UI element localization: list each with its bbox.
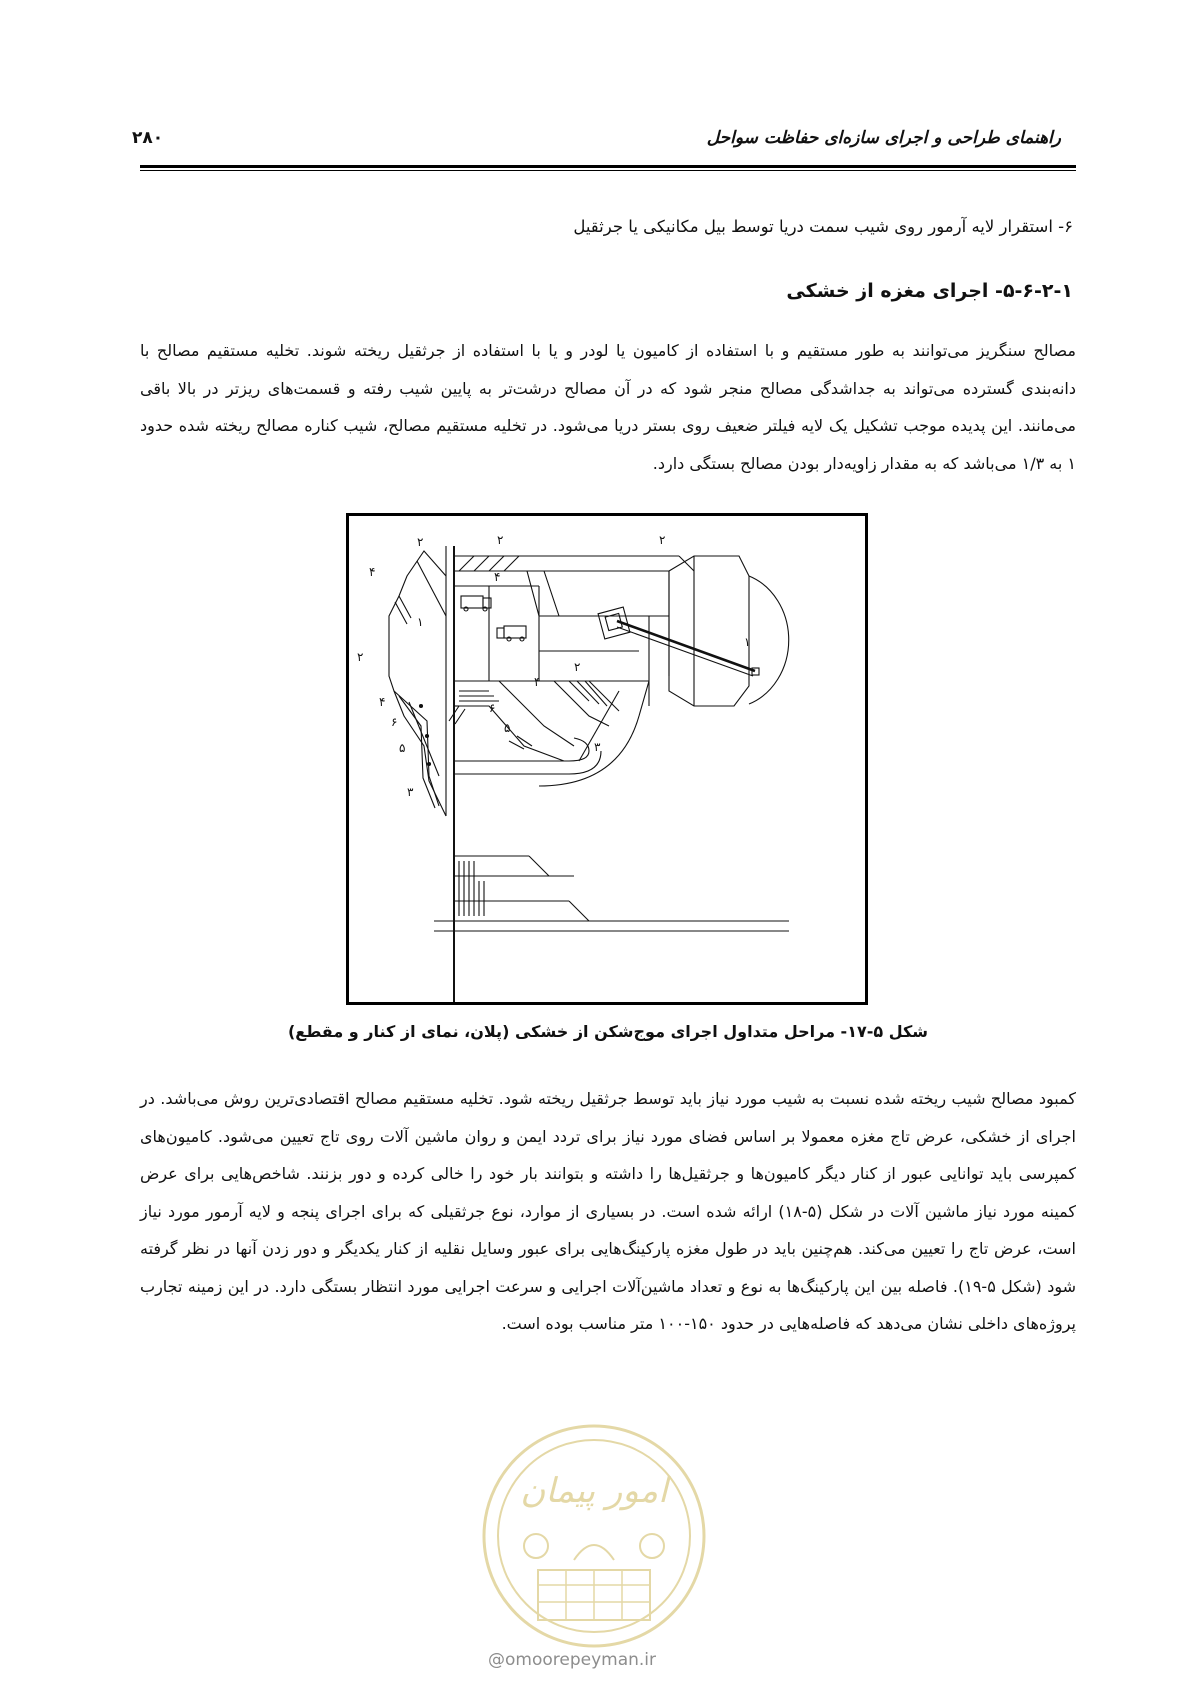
header-rule <box>140 165 1076 168</box>
label-4d: ۴ <box>534 675 541 689</box>
figure-breakwater-drawing <box>346 513 868 1005</box>
figure-caption: شکل ۵-۱۷- مراحل متداول اجرای موج‌شکن از خشکی (پلان، نمای از کنار و مقطع) <box>287 1022 929 1041</box>
shore-diagonal <box>409 702 439 776</box>
slope-line-4 <box>589 681 619 711</box>
label-4: ۴ <box>369 565 376 579</box>
roundhead-toe <box>749 576 789 704</box>
roundhead-core <box>669 556 749 706</box>
label-2d: ۲ <box>659 533 666 547</box>
paragraph-2: کمبود مصالح شیب ریخته شده نسبت به شیب مورد نیاز باید توسط جرثقیل ریخته شود. تخلیه مستقیم مصالح اقتصادی‌ترین روش می‌باشد. در اجرای از خشکی، عرض تاج مغزه معمولا بر اساس فضای مورد نیاز برای تردد ایمن و روان ماشین آلات روی تاج تعیین می‌شود. کامیون‌های کمپرسی باید توانایی عبور از کنار دیگر کامیون‌ها و جرثقیل‌ها را داشته و بتوانند بار خود را خالی کرده و دور بزنند. شاخص‌هایی برای عرض کمینه مورد نیاز ماشین آلات در شکل (۵-۱۸) ارائه شده است. در بسیاری از موارد، نوع جرثقیلی که برای اجرای پنجه و لایه آرمور مورد نیاز است، عرض تاج را تعیین می‌کند. هم‌چنین باید در طول مغزه پارکینگ‌هایی برای عبور وسایل نقلیه از کنار یکدیگر و دور زدن آنها در نظر گرفته شود (شکل ۵-۱۹). فاصله بین این پارکینگ‌ها به نوع و تعداد ماشین‌آلات اجرایی و سرعت اجرایی مورد انتظار بستگی دارد. در این زمینه تجارب پروژه‌های داخلی نشان می‌دهد که فاصله‌هایی در حدود ۱۵۰-۱۰۰ متر مناسب بوده است. <box>140 1089 1077 1333</box>
label-3: ۳ <box>407 785 414 799</box>
shore-bank-outline <box>389 551 446 816</box>
slope-line-3 <box>554 681 609 726</box>
section-heading: ۵-۶-۲-۱- اجرای مغزه از خشکی <box>786 280 1073 302</box>
label-5b: ۵ <box>504 721 511 735</box>
label-2c: ۲ <box>497 533 504 547</box>
label-4c: ۴ <box>494 570 501 584</box>
step-6-line: ۶- استقرار لایه آرمور روی شیب سمت دریا توسط بیل مکانیکی یا جرثقیل <box>573 217 1073 236</box>
stamp-text: امور پیمان <box>520 1471 668 1511</box>
label-6: ۶ <box>391 715 398 729</box>
curved-path-outer <box>454 738 589 761</box>
watermark-stamp-icon <box>478 1420 710 1652</box>
shore-armour-b <box>395 602 407 624</box>
label-2e: ۲ <box>574 660 581 674</box>
truck-icon <box>461 596 491 611</box>
section-slope-a <box>529 856 549 876</box>
label-1: ۱ <box>417 615 424 629</box>
label-5: ۵ <box>399 741 406 755</box>
watermark-site: @omoorepeyman.ir <box>488 1650 657 1670</box>
truck-icon-2 <box>497 626 526 641</box>
slope-line-2 <box>499 681 574 746</box>
running-header-title: راهنمای طراحی و اجرای سازه‌ای حفاظت سواحل <box>706 128 1061 148</box>
breakwater-drawing-svg <box>349 516 865 1002</box>
section-hatching <box>459 861 484 916</box>
header-rule-thin <box>140 170 1076 171</box>
label-3b: ۳ <box>594 740 601 754</box>
label-4b: ۴ <box>379 695 386 709</box>
page-number: ۲۸۰ <box>132 128 164 148</box>
label-2b: ۲ <box>357 650 364 664</box>
label-2: ۲ <box>417 535 424 549</box>
curved-path-inner <box>454 751 601 774</box>
crane-boom <box>617 621 755 671</box>
paragraph-1: مصالح سنگریز می‌توانند به طور مستقیم و با استفاده از کامیون یا لودر و یا با استفاده از جرثقیل ریخته شوند. تخلیه مستقیم مصالح با دانه‌بندی گسترده می‌تواند به جداشدگی مصالح منجر شود که در آن مصالح درشت‌تر به پایین شیب رفته و قسمت‌های ریزتر در بالا باقی می‌مانند. این پدیده موجب تشکیل یک لایه فیلتر ضعیف روی بستر دریا می‌شود. در تخلیه مستقیم مصالح، شیب کناره مصالح ریخته شده حدود ۱ به ۱/۳ می‌باشد که به مقدار زاویه‌دار بودن مصالح بستگی دارد. <box>140 341 1076 473</box>
shore-slope-line <box>417 561 446 616</box>
label-6b: ۶ <box>489 701 496 715</box>
shore-armour-a <box>399 596 411 618</box>
label-1b: ۱ <box>744 635 751 649</box>
